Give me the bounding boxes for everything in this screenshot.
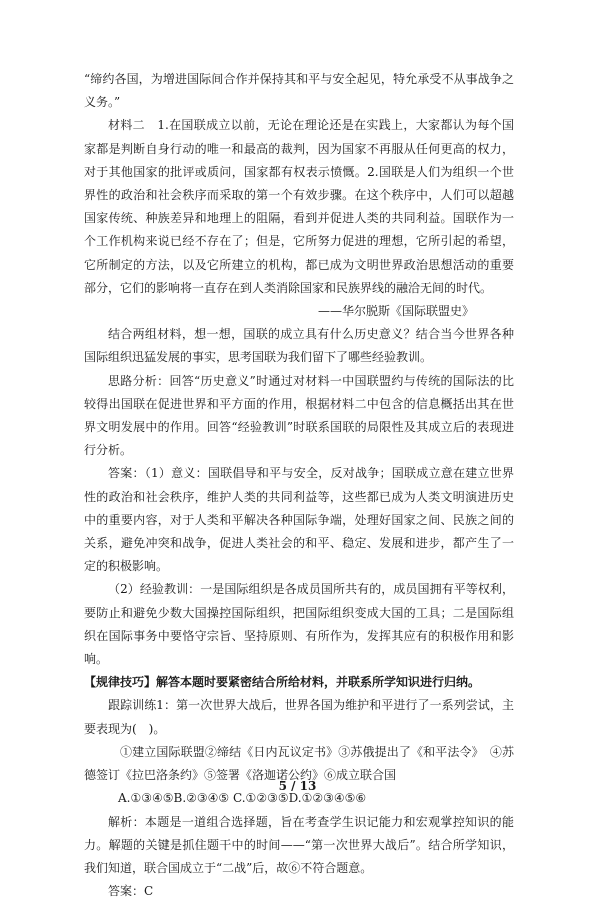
quote-paragraph: “缔约各国，为增进国际间合作并保持其和平与安全起见，特允承受不从事战争之义务。” xyxy=(84,72,514,110)
exercise-options: A.①③④⑤B.②③④⑤ C.①②③⑤D.①②③④⑤⑥ xyxy=(118,791,367,806)
material-two-paragraph: 材料二 1.在国联成立以前，无论在理论还是在实践上，大家都认为每个国家都是判断自身行动的唯一和最高的裁判，因为国家不再服从任何更高的权力，对于其他国家的批评或质问，国家都有权表示愤慨。2.国联是人们为组织一个世界性的政治和社会秩序而采取的第一个有效步骤。在这个秩序中，人们可以超越国家传统、种族差异和地理上的阻隔，看到并促进人类的共同利益。国联作为一个工作机构来说已经不存在了；但是，它所努力促进的理想，它所引起的希望，它所制定的方法，以及它所建立的机构，都已成为文明世界政治思想活动的重要部分，它们的影响将一直存在到人类消除国家和民族界线的融洽无间的时代。 xyxy=(84,118,514,295)
answer-part-two: （2）经验教训：一是国际组织是各成员国所共有的，成员国拥有平等权利，要防止和避免少数大国操控国际组织，把国际组织变成大国的工具；二是国际组织在国际事务中要恪守宗旨、坚持原则、有所作为，发挥其应有的积极作用和影响。 xyxy=(84,582,514,667)
exercise-answer: 答案：C xyxy=(108,884,154,899)
answer-part-one: 答案：（1）意义：国联倡导和平与安全，反对战争；国联成立意在建立世界性的政治和社会秩序，维护人类的共同利益等，这些都已成为人类文明演进历史中的重要内容，对于人类和平解决各种国际争端，处理好国家之间、民族之间的关系，避免冲突和战争，促进人类社会的和平、稳定、发展和进步，都产生了一定的积极影响。 xyxy=(84,466,514,574)
page-content xyxy=(84,68,514,903)
question-paragraph: 结合两组材料，想一想，国联的成立具有什么历史意义？结合当今世界各种国际组织迅猛发展的事实，思考国联为我们留下了哪些经验教训。 xyxy=(84,327,514,365)
exercise-items: ①建立国际联盟②缔结《日内瓦议定书》③苏俄提出了《和平法令》 ④苏德签订《拉巴洛条约》⑤签署《洛迦诺公约》⑥成立联合国 xyxy=(84,744,514,783)
tips-paragraph: 【规律技巧】解答本题时要紧密结合所给材料，并联系所学知识进行归纳。 xyxy=(84,675,481,690)
source-citation: ——华尔脱斯《国际联盟史》 xyxy=(317,304,474,319)
page-number: 5 / 13 xyxy=(278,779,317,793)
exercise-explanation: 解析：本题是一道组合选择题，旨在考查学生识记能力和宏观掌控知识的能力。解题的关键是抓住题干中的时间——“第一次世界大战后”。结合所学知识，我们知道，联合国成立于“二战”后，故⑥不符合题意。 xyxy=(84,814,514,875)
exercise-question: 跟踪训练1：第一次世界大战后，世界各国为维护和平进行了一系列尝试，主要表现为( )。 xyxy=(84,698,514,736)
analysis-paragraph: 思路分析：回答“历史意义”时通过对材料一中国联盟约与传统的国际法的比较得出国联在促进世界和平方面的作用，根据材料二中包含的信息概括出其在世界文明发展中的作用。回答“经验教训”时联系国联的局限性及其成立后的表现进行分析。 xyxy=(84,373,514,458)
